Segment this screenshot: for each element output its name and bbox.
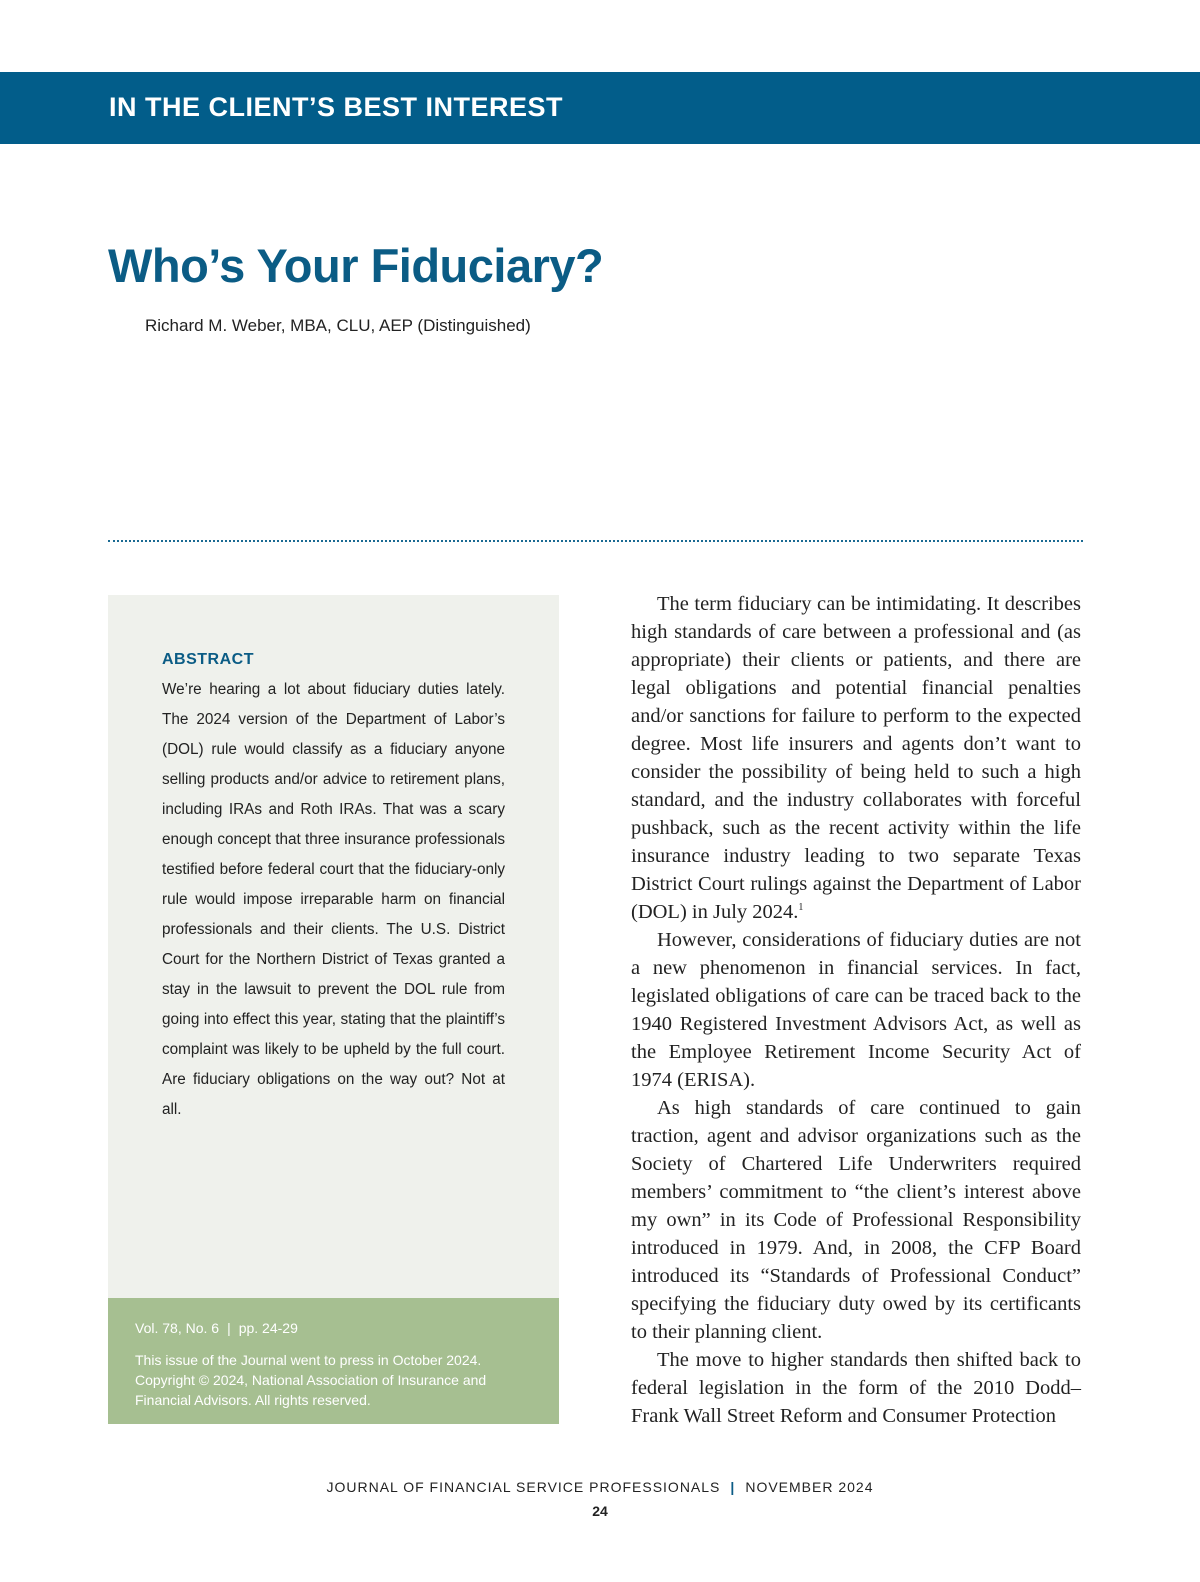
article-paragraph-2: However, considerations of fiduciary duties are not a new phenomenon in financial services. In fact, legislated obligations of care can be traced back to the 1940 Registered Investment Advisors Act, as well as the Employee Retirement Income Security Act of 1974 (ERISA). — [631, 929, 1081, 1091]
journal-name: JOURNAL OF FINANCIAL SERVICE PROFESSIONALS — [326, 1479, 721, 1495]
abstract-box — [108, 595, 559, 1298]
article-title: Who’s Your Fiduciary? — [108, 239, 604, 292]
footer-separator: | — [730, 1479, 736, 1495]
page-range: pp. 24-29 — [238, 1320, 298, 1336]
press-note: This issue of the Journal went to press in October 2024. Copyright © 2024, National Association of Insurance and Financial Advisors. All rights reserved. — [135, 1352, 487, 1408]
author-byline: Richard M. Weber, MBA, CLU, AEP (Distinguished) — [145, 316, 531, 335]
issue-info-box — [108, 1298, 559, 1424]
volume-separator: | — [227, 1320, 231, 1336]
abstract-body: We’re hearing a lot about fiduciary duties lately. The 2024 version of the Department of Labor’s (DOL) rule would classify as a fiduciary anyone selling products and/or advice to retirement plans, including IRAs and Roth IRAs. That was a scary enough concept that three insurance professionals testified before federal court that the fiduciary-only rule would impose irreparable harm on financial professionals and their clients. The U.S. District Court for the Northern District of Texas granted a stay in the lawsuit to prevent the DOL rule from going into effect this year, stating that the plaintiff’s complaint was likely to be upheld by the full court. Are fiduciary obligations on the way out? Not at all. — [162, 681, 505, 1118]
issue-date: NOVEMBER 2024 — [745, 1479, 874, 1495]
dotted-divider — [108, 540, 1083, 542]
paragraph-1-text: The term fiduciary can be intimidating. It describes high standards of care between a professional and (as appropriate) their clients or patients, and there are legal obligations and potential financial penalties and/or sanctions for failure to perform to the expected degree. Most life insurers and agents don’t want to consider the possibility of being held to such a high standard, and the industry collaborates with forceful pushback, such as the recent activity within the life insurance industry leading to two separate Texas District Court rulings against the Department of Labor (DOL) in July 2024. — [631, 593, 1081, 923]
article-paragraph-4: The move to higher standards then shifted back to federal legislation in the form of the 2010 Dodd–Frank Wall Street Reform and Consumer Protection — [631, 1349, 1081, 1427]
page-number: 24 — [592, 1503, 608, 1519]
section-banner — [0, 72, 1200, 144]
volume-line — [135, 1320, 298, 1336]
volume-number: Vol. 78, No. 6 — [135, 1320, 220, 1336]
article-body — [631, 590, 1081, 1430]
section-banner-text: IN THE CLIENT’S BEST INTEREST — [109, 92, 564, 122]
footnote-marker: 1 — [798, 902, 804, 914]
article-paragraph-3: As high standards of care continued to gain traction, agent and advisor organizations such as the Society of Chartered Life Underwriters required members’ commitment to “the client’s interest above my own” in its Code of Professional Responsibility introduced in 1979. And, in 2008, the CFP Board introduced its “Standards of Professional Conduct” specifying the fiduciary duty owed by its certificants to their planning client. — [631, 1097, 1081, 1343]
abstract-heading: ABSTRACT — [162, 651, 254, 668]
page-footer — [0, 1479, 1200, 1495]
article-paragraph-1 — [631, 590, 1081, 926]
